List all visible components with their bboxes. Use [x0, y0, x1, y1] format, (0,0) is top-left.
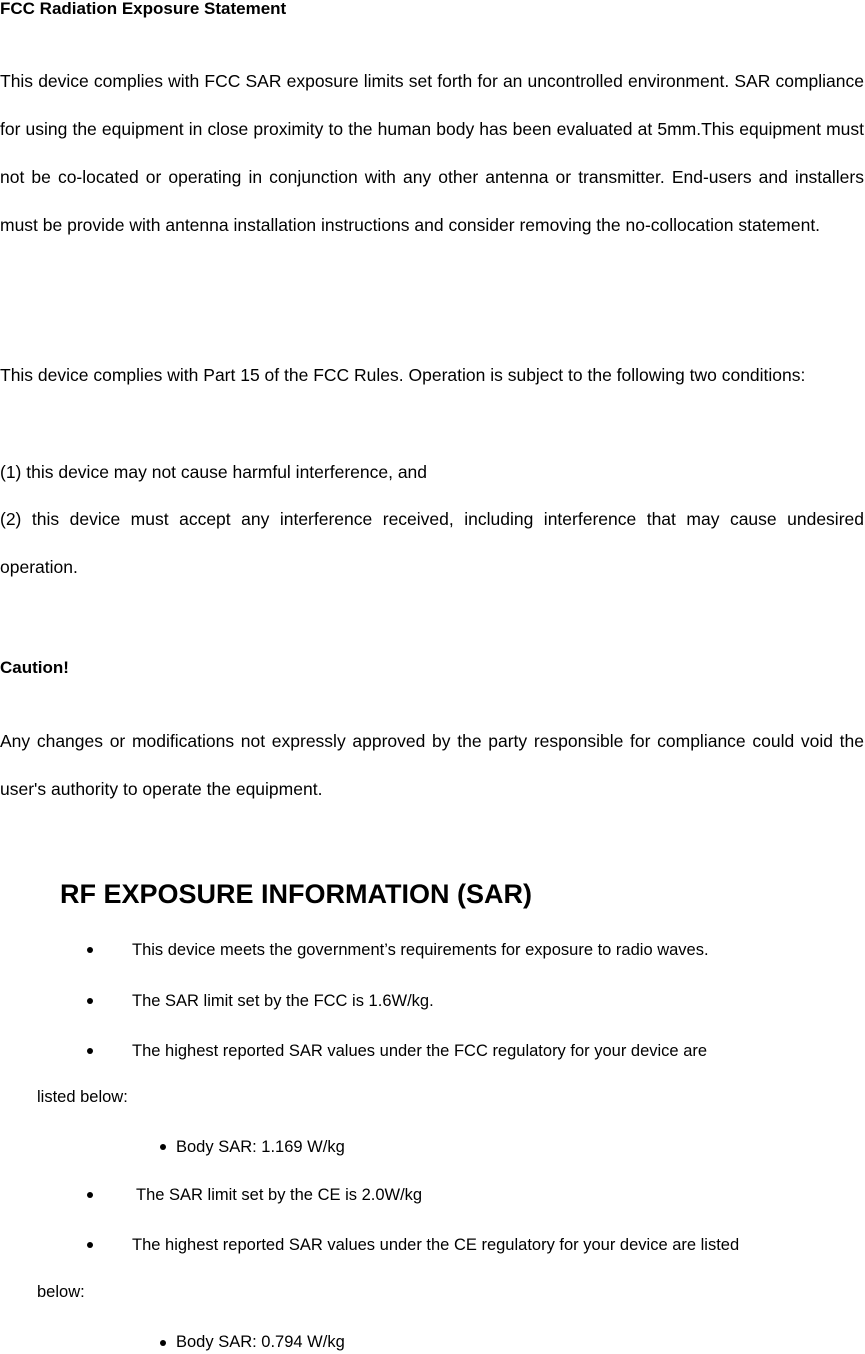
part15-intro: This device complies with Part 15 of the FCC Rules. Operation is subject to the following two conditions:: [0, 365, 806, 385]
rf-bullet-3-line1: The highest reported SAR values under the FCC regulatory for your device are: [132, 1042, 708, 1060]
bullet-icon: [87, 998, 93, 1004]
fcc-statement-paragraph: This device complies with FCC SAR exposure limits set forth for an uncontrolled environment. SAR compliance for using the equipment in close proximity to the human body has been evaluated at 5mm.This equipment must not be co-located or operating in conjunction with any other antenna or transmitter. End-users and installers must be provide with antenna installation instructions and consider removing the no-collocation statement.: [0, 71, 864, 235]
fcc-statement-heading: FCC Radiation Exposure Statement: [0, 0, 287, 18]
rf-bullet-4: The SAR limit set by the CE is 2.0W/kg: [136, 1186, 423, 1204]
bullet-icon: [160, 1340, 166, 1346]
part15-condition-1: (1) this device may not cause harmful interference, and: [0, 462, 428, 482]
bullet-icon: [87, 1192, 93, 1198]
rf-sub-bullet-fcc: Body SAR: 1.169 W/kg: [176, 1138, 345, 1156]
rf-exposure-title: RF EXPOSURE INFORMATION (SAR): [60, 879, 532, 909]
caution-text: Any changes or modifications not expressly approved by the party responsible for compliance could void the user's authority to operate the equipment.: [0, 731, 864, 799]
rf-bullet-5-line2: below:: [37, 1283, 85, 1301]
rf-sub-bullet-ce: Body SAR: 0.794 W/kg: [176, 1333, 345, 1351]
bullet-icon: [87, 947, 93, 953]
rf-bullet-3-line2: listed below:: [37, 1088, 128, 1106]
bullet-icon: [87, 1242, 93, 1248]
part15-condition-2: (2) this device must accept any interference received, including interference that may cause undesired operation.: [0, 509, 864, 577]
rf-bullet-1: This device meets the government’s requirements for exposure to radio waves.: [132, 941, 709, 959]
bullet-icon: [87, 1048, 93, 1054]
rf-bullet-5-line1: The highest reported SAR values under the CE regulatory for your device are listed: [132, 1236, 740, 1254]
rf-bullet-2: The SAR limit set by the FCC is 1.6W/kg.: [132, 992, 434, 1010]
caution-heading: Caution!: [0, 658, 69, 677]
bullet-icon: [160, 1144, 166, 1150]
